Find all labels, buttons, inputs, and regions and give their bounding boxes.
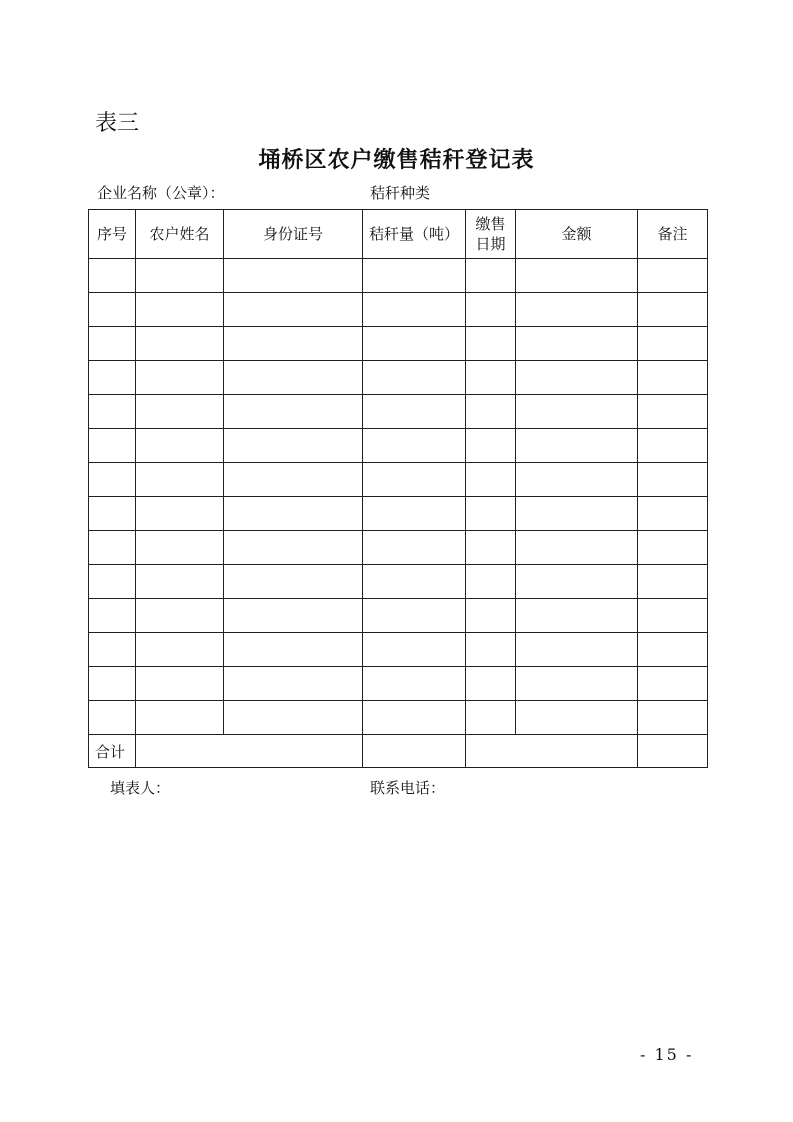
cell-seq[interactable] xyxy=(89,633,136,667)
cell-straw-quantity[interactable] xyxy=(363,395,466,429)
cell-straw-quantity[interactable] xyxy=(363,667,466,701)
table-row xyxy=(89,599,708,633)
table-row xyxy=(89,395,708,429)
cell-sale-date[interactable] xyxy=(466,633,516,667)
cell-farmer-name[interactable] xyxy=(136,395,224,429)
cell-id-number[interactable] xyxy=(224,463,363,497)
cell-id-number[interactable] xyxy=(224,497,363,531)
cell-seq[interactable] xyxy=(89,395,136,429)
page-number: - 15 - xyxy=(640,1045,694,1064)
cell-straw-quantity[interactable] xyxy=(363,361,466,395)
cell-farmer-name[interactable] xyxy=(136,565,224,599)
total-quantity-cell[interactable] xyxy=(363,735,466,768)
table-row xyxy=(89,531,708,565)
header-sale-date-line2: 日期 xyxy=(475,235,506,253)
cell-straw-quantity[interactable] xyxy=(363,463,466,497)
cell-remarks[interactable] xyxy=(638,701,708,735)
total-row xyxy=(89,735,708,768)
cell-farmer-name[interactable] xyxy=(136,327,224,361)
cell-amount[interactable] xyxy=(516,701,638,735)
header-farmer-name: 农户姓名 xyxy=(136,210,224,259)
cell-sale-date[interactable] xyxy=(466,565,516,599)
total-remarks-cell[interactable] xyxy=(638,735,708,768)
filler-label: 填表人： xyxy=(110,779,171,797)
table-label: 表三 xyxy=(95,111,140,136)
cell-amount[interactable] xyxy=(516,429,638,463)
cell-remarks[interactable] xyxy=(638,259,708,293)
cell-straw-quantity[interactable] xyxy=(363,633,466,667)
cell-remarks[interactable] xyxy=(638,531,708,565)
cell-id-number[interactable] xyxy=(224,293,363,327)
cell-amount[interactable] xyxy=(516,667,638,701)
cell-sale-date[interactable] xyxy=(466,463,516,497)
cell-remarks[interactable] xyxy=(638,327,708,361)
cell-seq[interactable] xyxy=(89,497,136,531)
table-row xyxy=(89,565,708,599)
header-id-number: 身份证号 xyxy=(224,210,363,259)
cell-seq[interactable] xyxy=(89,259,136,293)
cell-farmer-name[interactable] xyxy=(136,633,224,667)
phone-label: 联系电话： xyxy=(370,779,446,797)
cell-sale-date[interactable] xyxy=(466,497,516,531)
table-body xyxy=(89,259,708,735)
cell-remarks[interactable] xyxy=(638,463,708,497)
cell-remarks[interactable] xyxy=(638,497,708,531)
total-date-amount-cell[interactable] xyxy=(466,735,638,768)
cell-seq[interactable] xyxy=(89,429,136,463)
cell-straw-quantity[interactable] xyxy=(363,293,466,327)
cell-remarks[interactable] xyxy=(638,667,708,701)
cell-straw-quantity[interactable] xyxy=(363,497,466,531)
table-row xyxy=(89,633,708,667)
cell-amount[interactable] xyxy=(516,259,638,293)
header-amount: 金额 xyxy=(516,210,638,259)
cell-amount[interactable] xyxy=(516,497,638,531)
header-row xyxy=(89,210,708,259)
cell-seq[interactable] xyxy=(89,565,136,599)
register-table xyxy=(88,209,708,768)
cell-seq[interactable] xyxy=(89,293,136,327)
cell-id-number[interactable] xyxy=(224,599,363,633)
cell-farmer-name[interactable] xyxy=(136,293,224,327)
cell-amount[interactable] xyxy=(516,361,638,395)
cell-id-number[interactable] xyxy=(224,565,363,599)
table-row xyxy=(89,463,708,497)
cell-sale-date[interactable] xyxy=(466,531,516,565)
cell-sale-date[interactable] xyxy=(466,361,516,395)
cell-farmer-name[interactable] xyxy=(136,599,224,633)
table-row xyxy=(89,429,708,463)
cell-straw-quantity[interactable] xyxy=(363,565,466,599)
cell-seq[interactable] xyxy=(89,361,136,395)
document-title: 埇桥区农户缴售秸秆登记表 xyxy=(258,147,535,173)
table-row xyxy=(89,701,708,735)
total-label: 合计 xyxy=(89,735,136,768)
cell-sale-date[interactable] xyxy=(466,667,516,701)
cell-remarks[interactable] xyxy=(638,599,708,633)
cell-amount[interactable] xyxy=(516,565,638,599)
cell-amount[interactable] xyxy=(516,599,638,633)
cell-amount[interactable] xyxy=(516,293,638,327)
cell-sale-date[interactable] xyxy=(466,599,516,633)
cell-sale-date[interactable] xyxy=(466,701,516,735)
cell-sale-date[interactable] xyxy=(466,429,516,463)
cell-straw-quantity[interactable] xyxy=(363,259,466,293)
cell-remarks[interactable] xyxy=(638,565,708,599)
cell-straw-quantity[interactable] xyxy=(363,327,466,361)
cell-farmer-name[interactable] xyxy=(136,429,224,463)
cell-remarks[interactable] xyxy=(638,395,708,429)
cell-sale-date[interactable] xyxy=(466,293,516,327)
cell-id-number[interactable] xyxy=(224,701,363,735)
header-sale-date-line1: 缴售 xyxy=(475,215,506,233)
cell-seq[interactable] xyxy=(89,463,136,497)
table-row xyxy=(89,667,708,701)
cell-seq[interactable] xyxy=(89,599,136,633)
header-straw-quantity: 秸秆量（吨） xyxy=(363,210,466,259)
table-row xyxy=(89,293,708,327)
table-row xyxy=(89,327,708,361)
total-farmer-cell[interactable] xyxy=(136,735,363,768)
cell-id-number[interactable] xyxy=(224,633,363,667)
cell-id-number[interactable] xyxy=(224,361,363,395)
cell-amount[interactable] xyxy=(516,463,638,497)
cell-straw-quantity[interactable] xyxy=(363,429,466,463)
table-row xyxy=(89,259,708,293)
cell-id-number[interactable] xyxy=(224,667,363,701)
header-remarks: 备注 xyxy=(638,210,708,259)
cell-seq[interactable] xyxy=(89,667,136,701)
cell-sale-date[interactable] xyxy=(466,327,516,361)
table-row xyxy=(89,361,708,395)
cell-remarks[interactable] xyxy=(638,633,708,667)
cell-remarks[interactable] xyxy=(638,361,708,395)
header-seq: 序号 xyxy=(89,210,136,259)
cell-id-number[interactable] xyxy=(224,327,363,361)
cell-sale-date[interactable] xyxy=(466,395,516,429)
cell-seq[interactable] xyxy=(89,531,136,565)
cell-remarks[interactable] xyxy=(638,293,708,327)
cell-id-number[interactable] xyxy=(224,429,363,463)
header-sale-date xyxy=(466,210,516,259)
straw-type-label: 秸秆种类 xyxy=(370,184,431,202)
cell-seq[interactable] xyxy=(89,327,136,361)
cell-sale-date[interactable] xyxy=(466,259,516,293)
cell-id-number[interactable] xyxy=(224,259,363,293)
cell-farmer-name[interactable] xyxy=(136,463,224,497)
cell-farmer-name[interactable] xyxy=(136,701,224,735)
cell-straw-quantity[interactable] xyxy=(363,531,466,565)
cell-seq[interactable] xyxy=(89,701,136,735)
cell-farmer-name[interactable] xyxy=(136,531,224,565)
cell-id-number[interactable] xyxy=(224,395,363,429)
cell-farmer-name[interactable] xyxy=(136,259,224,293)
cell-straw-quantity[interactable] xyxy=(363,599,466,633)
company-name-label: 企业名称（公章）： xyxy=(97,184,225,202)
cell-farmer-name[interactable] xyxy=(136,497,224,531)
cell-straw-quantity[interactable] xyxy=(363,701,466,735)
cell-amount[interactable] xyxy=(516,395,638,429)
cell-farmer-name[interactable] xyxy=(136,361,224,395)
cell-amount[interactable] xyxy=(516,633,638,667)
cell-amount[interactable] xyxy=(516,327,638,361)
cell-id-number[interactable] xyxy=(224,531,363,565)
cell-farmer-name[interactable] xyxy=(136,667,224,701)
table-row xyxy=(89,497,708,531)
cell-remarks[interactable] xyxy=(638,429,708,463)
cell-amount[interactable] xyxy=(516,531,638,565)
